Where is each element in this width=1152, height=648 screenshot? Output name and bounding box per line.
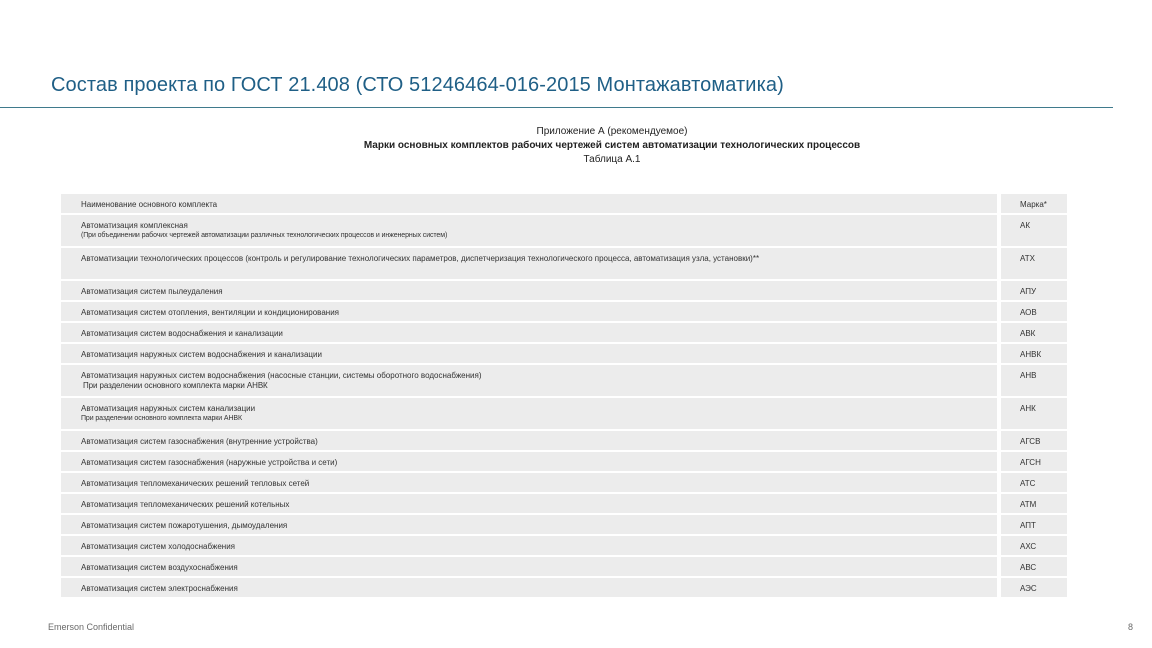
table-row xyxy=(61,494,1067,513)
table-row xyxy=(61,398,1067,429)
page-number: 8 xyxy=(1128,622,1134,632)
row-name: Автоматизация систем электроснабжения xyxy=(61,578,997,597)
table-row xyxy=(61,452,1067,471)
table-row xyxy=(61,365,1067,396)
row-mark: АТС xyxy=(1001,473,1067,492)
table-row xyxy=(61,557,1067,576)
table-row xyxy=(61,323,1067,342)
table-row xyxy=(61,473,1067,492)
table-row xyxy=(61,431,1067,450)
marks-table xyxy=(61,192,1067,599)
table-row xyxy=(61,536,1067,555)
table-row xyxy=(61,344,1067,363)
row-note: При разделении основного комплекта марки АНВК xyxy=(83,381,268,390)
slide-title: Состав проекта по ГОСТ 21.408 (СТО 51246464-016-2015 Монтажавтоматика) xyxy=(51,74,784,96)
row-name: Автоматизация систем пылеудаления xyxy=(61,281,997,300)
row-mark: АК xyxy=(1001,215,1067,246)
row-name: Автоматизация наружных систем канализации xyxy=(81,404,256,413)
row-mark: АЭС xyxy=(1001,578,1067,597)
row-mark: АПУ xyxy=(1001,281,1067,300)
row-name: Автоматизация систем пожаротушения, дымоудаления xyxy=(61,515,997,534)
confidential-label: Emerson Confidential xyxy=(48,622,135,632)
row-mark: АВК xyxy=(1001,323,1067,342)
table-row xyxy=(61,215,1067,246)
row-note: (При объединении рабочих чертежей автоматизации различных технологических процессов и инженерных систем) xyxy=(81,232,448,239)
row-name: Автоматизации технологических процессов (контроль и регулирование технологических параметров, диспетчеризация технологического процесса, автоматизация узла, установки)** xyxy=(61,248,997,279)
row-name: Автоматизация систем газоснабжения (внутренние устройства) xyxy=(61,431,997,450)
row-mark: АХС xyxy=(1001,536,1067,555)
row-name: Автоматизация наружных систем водоснабжения (насосные станции, системы оборотного водоснабжения) xyxy=(81,371,482,380)
header-name-cell: Наименование основного комплекта xyxy=(61,194,997,213)
table-row xyxy=(61,248,1067,279)
row-mark: АТМ xyxy=(1001,494,1067,513)
row-name: Автоматизация систем газоснабжения (наружные устройства и сети) xyxy=(61,452,997,471)
marks-table-container xyxy=(61,192,1067,599)
row-name: Автоматизация тепломеханических решений котельных xyxy=(61,494,997,513)
table-row xyxy=(61,281,1067,300)
row-mark: АНВ xyxy=(1001,365,1067,396)
row-name: Автоматизация тепломеханических решений тепловых сетей xyxy=(61,473,997,492)
table-row xyxy=(61,578,1067,597)
table-row xyxy=(61,302,1067,321)
row-mark: АВС xyxy=(1001,557,1067,576)
row-name: Автоматизация систем водоснабжения и канализации xyxy=(61,323,997,342)
row-mark: АПТ xyxy=(1001,515,1067,534)
row-name: Автоматизация систем воздухоснабжения xyxy=(61,557,997,576)
row-mark: АГСВ xyxy=(1001,431,1067,450)
appendix-caption: Приложение А (рекомендуемое) xyxy=(536,126,688,137)
row-mark: АНК xyxy=(1001,398,1067,429)
row-name: Автоматизация наружных систем водоснабжения и канализации xyxy=(61,344,997,363)
row-name: Автоматизация комплексная xyxy=(81,221,188,230)
table-label: Таблица А.1 xyxy=(583,154,641,165)
table-heading: Марки основных комплектов рабочих чертежей систем автоматизации технологических процессов xyxy=(363,140,861,151)
row-name: Автоматизация систем холодоснабжения xyxy=(61,536,997,555)
row-mark: АГСН xyxy=(1001,452,1067,471)
row-mark: АТХ xyxy=(1001,248,1067,279)
header-mark-cell: Марка* xyxy=(1001,194,1067,213)
row-mark: АНВК xyxy=(1001,344,1067,363)
table-header-row xyxy=(61,194,1067,213)
row-name: Автоматизация систем отопления, вентиляции и кондиционирования xyxy=(61,302,997,321)
title-divider xyxy=(0,107,1113,108)
table-row xyxy=(61,515,1067,534)
row-note: При разделении основного комплекта марки АНВК xyxy=(81,415,242,422)
row-mark: АОВ xyxy=(1001,302,1067,321)
